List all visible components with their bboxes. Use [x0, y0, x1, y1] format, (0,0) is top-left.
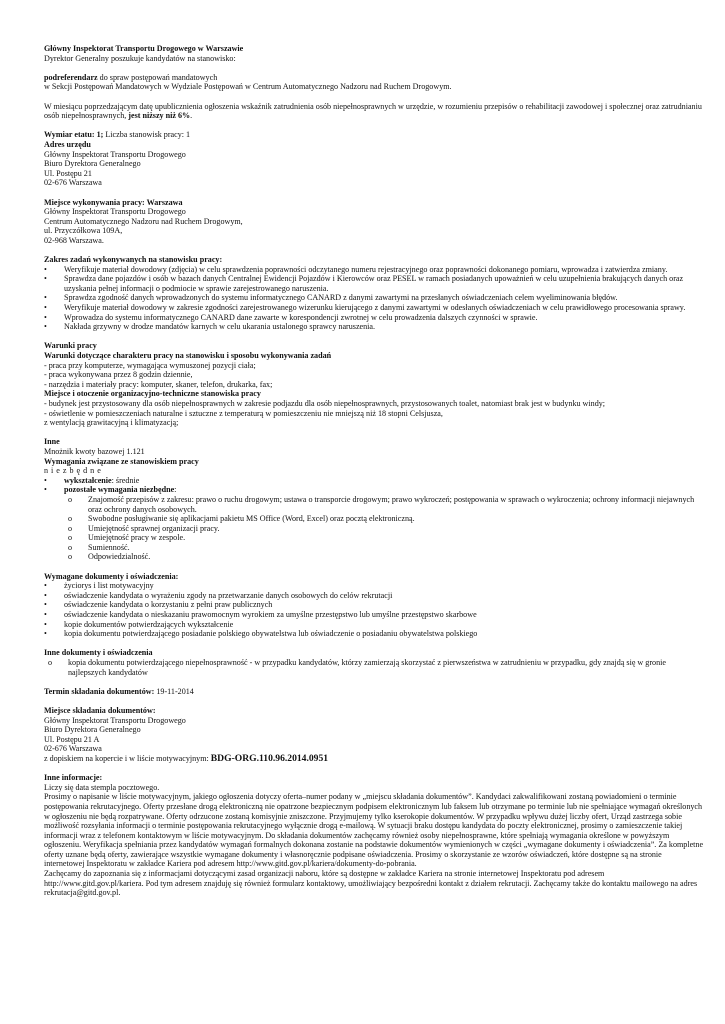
requirement-subitem: o Umiejętność sprawnej organizacji pracy.: [64, 524, 704, 534]
workplace-line: Centrum Automatycznego Nadzoru nad Ruchem Drogowym,: [44, 216, 243, 226]
other-document-item: o kopia dokumentu potwierdzającego niepełnosprawność - w przypadku kandydatów, którzy zamierzają skorzystać z pierwszeństwa w zatrudnieniu w przypadku, gdy znajdą się w gronie najlepszych kandydatów: [44, 658, 704, 677]
requirement-subitem: o Swobodne posługiwanie się aplikacjami pakietu MS Office (Word, Excel) oraz pocztą elektroniczną.: [64, 514, 704, 524]
documents-list: [44, 581, 704, 639]
address-line: Ul. Postępu 21: [44, 168, 92, 178]
submission-line: Biuro Dyrektora Generalnego: [44, 725, 141, 735]
duties-heading: Zakres zadań wykonywanych na stanowisku pracy:: [44, 255, 223, 265]
requirements-heading: Wymagania związane ze stanowiskiem pracy: [44, 456, 199, 466]
duty-item: • Wprowadza do systemu informatycznego CANARD dane zawarte w korespondencji zwrotnej w celu prowadzenia dalszych czynności w sprawie.: [44, 313, 704, 323]
workplace-line: Główny Inspektorat Transportu Drogowego: [44, 207, 186, 217]
conditions-subheading: Miejsce i otoczenie organizacyjno-techniczne stanowiska pracy: [44, 389, 261, 399]
condition-line: - oświetlenie w pomieszczeniach naturalne i sztuczne z temperaturą w pomieszczeniu nie mniejszą niż 18 stopni Celsjusza,: [44, 408, 443, 418]
condition-line: - praca przy komputerze, wymagająca wymuszonej pozycji ciała;: [44, 360, 256, 370]
document-item: • oświadczenie kandydata o korzystaniu z pełni praw publicznych: [44, 600, 704, 610]
header-intro: Dyrektor Generalny poszukuje kandydatów na stanowisko:: [44, 53, 236, 63]
duties-list: [44, 265, 704, 332]
address-line: Główny Inspektorat Transportu Drogowego: [44, 149, 186, 159]
other-requirements: • pozostałe wymagania niezbędne: o Znajomość przepisów z zakresu: prawo o ruchu drogowym; ustawa o transporcie drogowym; prawo wykroczeń; postępowania w sprawach o wykroczenia; ochrony informacji niejawnych oraz ochrony danych osobowych. o Swobodne posługiwanie się aplikacjami pakietu MS Office (Word, Excel) oraz pocztą elektroniczną. o Umiejętność sprawnej organizacji pracy. o Umiejętność pracy w zespole. o Sumienność. o Odpowiedzialność.: [44, 485, 704, 562]
workplace-line: ul. Przyczółkowa 109A,: [44, 226, 123, 236]
info-paragraph: Prosimy o napisanie w liście motywacyjnym, jakiego ogłoszenia dotyczy oferta–numer podany w „miejscu składania dokumentów”. Kandydaci zakwalifikowani zostaną powiadomieni o terminie postępowania rekrutacyjnego. Oferty przesłane drogą elektroniczną nie opatrzone bezpiecznym podpisem elektronicznym lub faksem lub otrzymane po terminie lub nie spełniające wymagań określonych w ogłoszeniu nie będą rozpatrywane. Oferty odrzucone zostaną komisyjnie zniszczone. Przyjmujemy tylko kserokopie dokumentów. W przypadku wpływu dużej liczby ofert, Urząd zastrzega sobie możliwość rozsyłania informacji o terminie postępowania rekrutacyjnego wyłącznie drogą e-mailową. W sytuacji braku dostępu kandydata do poczty elektronicznej, prosimy o zamieszczenie takiej informacji wraz z telefonem kontaktowym w liście motywacyjnym. Do składania dokumentów zachęcamy również osoby niepełnosprawne, które spełniają wymagania określone w powyższym ogłoszeniu. Weryfikacja spełniania przez kandydatów wymagań formalnych dokonana zostanie na podstawie dokumentów wymienionych w części „wymagane dokumenty i oświadczenia”. Za kompletne oferty uznane będą oferty, zawierające wszystkie wymagane dokumenty i własnoręcznie podpisane oświadczenia. Prosimy o skorzystanie ze wzorów oświadczeń, które dostępne są na stronie internetowej Inspektoratu w zakładce Kariera pod adresem http://www.gitd.gov.pl/kariera/dokumenty-do-pobrania.: [44, 792, 704, 869]
info-paragraph: Liczy się data stempla pocztowego.: [44, 782, 160, 792]
info-heading: Inne informacje:: [44, 773, 103, 783]
deadline: Termin składania dokumentów: 19-11-2014: [44, 686, 194, 696]
duty-item: • Sprawdza zgodność danych wprowadzonych do systemu informatycznego CANARD z danymi zawartymi na przesłanych oświadczeniach celem wyeliminowania błędów.: [44, 293, 704, 303]
address-label: Adres urzędu: [44, 139, 91, 149]
document-item: • życiorys i list motywacyjny: [44, 581, 704, 591]
duty-item: • Weryfikuje materiał dowodowy w zakresie zgodności zarejestrowanego wizerunku kierującego z danymi zawartymi w odesłanych oświadczeniach w celu prawidłowego procesowania sprawy.: [44, 303, 704, 313]
requirement-subitem: o Odpowiedzialność.: [64, 552, 704, 562]
info-paragraph: Zachęcamy do zapoznania się z informacjami dotyczącymi zasad organizacji naboru, które są dostępne w zakładce Kariera na stronie internetowej Inspektoratu pod adresem http://www.gitd.gov.pl/kariera. Pod tym adresem znajduję się również formularz kontaktowy, umożliwiający bezpośredni kontakt z działem rekrutacji. Zachęcamy także do kontaktu mailowego na adres rekrutacja@gitd.gov.pl.: [44, 869, 698, 898]
submission-line: 02-676 Warszawa: [44, 744, 102, 754]
document-item: • oświadczenie kandydata o nieskazaniu prawomocnym wyrokiem za umyślne przestępstwo lub umyślne przestępstwo skarbowe: [44, 610, 704, 620]
required-label: niezbędne: [44, 466, 104, 476]
duty-item: • Nakłada grzywny w drodze mandatów karnych w celu ukarania ustalonego sprawcy naruszenia.: [44, 322, 704, 332]
reference-line: z dopiskiem na kopercie i w liście motywacyjnym: BDG-ORG.110.96.2014.0951: [44, 752, 329, 764]
duty-item: • Sprawdza dane pojazdów i osób w bazach danych Centralnej Ewidencji Pojazdów i Kierowców oraz PESEL w ramach posiadanych upoważnień w celu uzupełnienia brakujących danych oraz uzyskania pełnej informacji o podmiocie w sprawie zarejestrowanego naruszenia.: [44, 274, 704, 293]
condition-line: - praca wykonywana przez 8 godzin dziennie,: [44, 370, 193, 380]
requirement-subitem: o Umiejętność pracy w zespole.: [64, 533, 704, 543]
duty-item: • Weryfikuje materiał dowodowy (zdjęcia) w celu sprawdzenia poprawności odczytanego numeru rejestracyjnego oraz poprawności dokonanego pomiaru, wprowadza i zatwierdza zmiany.: [44, 265, 704, 275]
submission-line: Główny Inspektorat Transportu Drogowego: [44, 715, 186, 725]
conditions-subheading: Warunki dotyczące charakteru pracy na stanowisku i sposobu wykonywania zadań: [44, 351, 332, 360]
requirements-list: [44, 476, 704, 562]
document-item: • kopie dokumentów potwierdzających wykształcenie: [44, 620, 704, 630]
other-heading: Inne: [44, 437, 60, 447]
reference-code: BDG-ORG.110.96.2014.0951: [210, 752, 329, 764]
education-requirement: • wykształcenie: średnie: [44, 476, 704, 486]
submission-label: Miejsce składania dokumentów:: [44, 705, 156, 715]
documents-heading: Wymagane dokumenty i oświadczenia:: [44, 571, 179, 581]
requirements-sublist: [64, 495, 704, 562]
document-item: • oświadczenie kandydata o wyrażeniu zgody na przetwarzanie danych osobowych do celów rekrutacji: [44, 591, 704, 601]
multiplier: Mnożnik kwoty bazowej 1.121: [44, 446, 145, 456]
address-line: 02-676 Warszawa: [44, 178, 102, 188]
workplace-line: 02-968 Warszawa.: [44, 235, 104, 245]
position-department: w Sekcji Postępowań Mandatowych w Wydziale Postępowań w Centrum Automatycznego Nadzoru nad Ruchem Drogowym.: [44, 82, 452, 92]
other-documents-list: [44, 658, 704, 677]
requirement-subitem: o Znajomość przepisów z zakresu: prawo o ruchu drogowym; ustawa o transporcie drogowym; prawo wykroczeń; postępowania w sprawach o wykroczenia; ochrony informacji niejawnych oraz ochrony danych osobowych.: [64, 495, 704, 514]
employment-count: Wymiar etatu: 1; Liczba stanowisk pracy: 1: [44, 130, 191, 140]
requirement-subitem: o Sumienność.: [64, 543, 704, 553]
position-title: podreferendarz do spraw postępowań mandatowych: [44, 72, 218, 82]
condition-line: - budynek jest przystosowany dla osób niepełnosprawnych w zakresie podjazdu dla osób niepełnosprawnych, przystosowanych toalet, natomiast brak jest w budynku windy;: [44, 398, 606, 408]
condition-line: z wentylacją grawitacyjną i klimatyzacją;: [44, 418, 179, 428]
workplace-label: Miejsce wykonywania pracy: Warszawa: [44, 197, 183, 207]
submission-line: Ul. Postępu 21 A: [44, 734, 100, 744]
condition-line: - narzędzia i materiały pracy: komputer, skaner, telefon, drukarka, fax;: [44, 379, 273, 389]
other-documents-heading: Inne dokumenty i oświadczenia: [44, 648, 153, 658]
disability-note: W miesiącu poprzedzającym datę upublicznienia ogłoszenia wskaźnik zatrudnienia osób niepełnosprawnych w urzędzie, w rozumieniu przepisów o rehabilitacji zawodowej i społecznej oraz zatrudnianiu osób niepełnosprawnych, jest niższy niż 6%.: [44, 101, 702, 121]
address-line: Biuro Dyrektora Generalnego: [44, 159, 141, 169]
document-item: • kopia dokumentu potwierdzającego posiadanie polskiego obywatelstwa lub oświadczenie o posiadaniu obywatelstwa polskiego: [44, 629, 704, 639]
conditions-heading: Warunki pracy: [44, 341, 97, 351]
header-org: Główny Inspektorat Transportu Drogowego w Warszawie: [44, 44, 244, 53]
